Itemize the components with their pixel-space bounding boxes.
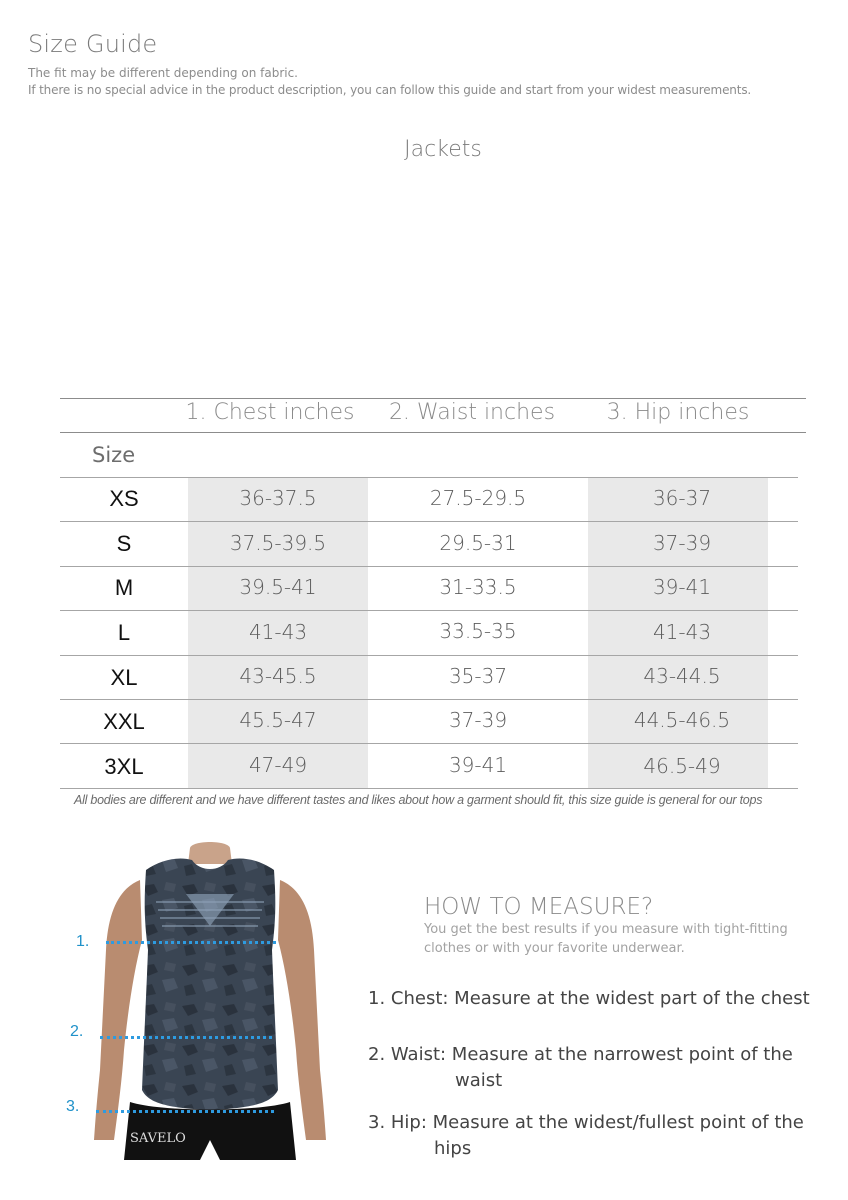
how-to-measure-subtitle-line2: clothes or with your favorite underwear. — [424, 941, 685, 956]
step-waist-cont: waist — [455, 1070, 503, 1091]
size-cell: L — [117, 620, 131, 645]
hip-cell: 37-39 — [652, 531, 712, 555]
size-cell: M — [114, 575, 134, 600]
step-chest-text: 1. Chest: Measure at the widest part of the chest — [368, 988, 810, 1009]
step-hip-cont: hips — [434, 1138, 472, 1159]
chest-cell: 39.5-41 — [239, 575, 317, 599]
fit-note: All bodies are different and we have different tastes and likes about how a garment should fit, this size guide is general for our tops — [74, 793, 763, 807]
step-waist-text: 2. Waist: Measure at the narrowest point of the — [368, 1044, 793, 1065]
chest-cell: 45.5-47 — [239, 708, 317, 732]
col-header-chest: 1. Chest inches — [185, 400, 355, 425]
chest-cell: 47-49 — [248, 753, 308, 777]
waist-cell: 39-41 — [448, 753, 508, 777]
waist-line — [100, 1036, 272, 1039]
chest-line — [106, 941, 276, 944]
row-rule — [60, 521, 798, 522]
waist-cell: 29.5-31 — [439, 531, 517, 555]
col-header-hip: 3. Hip inches — [606, 400, 750, 425]
waist-cell: 35-37 — [448, 664, 508, 688]
hip-cell: 39-41 — [652, 575, 712, 599]
step-waist — [368, 1042, 793, 1094]
waist-cell: 27.5-29.5 — [429, 486, 527, 510]
category-heading: Jackets — [404, 137, 482, 162]
col-header-waist: 2. Waist inches — [388, 400, 556, 425]
row-rule — [60, 743, 798, 744]
step-hip — [368, 1110, 804, 1162]
how-to-measure-subtitle-line1: You get the best results if you measure with tight-fitting — [424, 922, 788, 937]
row-rule — [60, 477, 798, 478]
page-title: Size Guide — [28, 30, 158, 58]
size-cell: 3XL — [104, 754, 144, 779]
step-hip-text: 3. Hip: Measure at the widest/fullest point of the — [368, 1112, 804, 1133]
waist-cell: 31-33.5 — [439, 575, 517, 599]
marker-chest: 1. — [76, 933, 90, 950]
step-chest — [368, 986, 810, 1012]
size-header: Size — [92, 443, 136, 467]
marker-hip: 3. — [66, 1098, 80, 1115]
size-cell: XXL — [103, 709, 145, 734]
size-cell: S — [116, 531, 132, 556]
row-rule — [60, 699, 798, 700]
row-rule — [60, 566, 798, 567]
hip-cell: 46.5-49 — [643, 754, 721, 778]
how-to-measure-title: HOW TO MEASURE? — [424, 894, 654, 920]
hip-line — [96, 1110, 274, 1113]
how-to-measure-subtitle — [424, 920, 834, 958]
chest-cell: 43-45.5 — [239, 664, 317, 688]
subtitle-advice: If there is no special advice in the product description, you can follow this guide and start from your widest measurements. — [28, 83, 752, 97]
chest-cell: 37.5-39.5 — [229, 531, 327, 555]
waist-cell: 33.5-35 — [439, 619, 517, 643]
hip-cell: 44.5-46.5 — [633, 708, 731, 732]
marker-waist: 2. — [70, 1023, 84, 1040]
tank-top-figure — [60, 840, 350, 1170]
model-illustration — [60, 840, 350, 1170]
row-rule — [60, 788, 798, 789]
size-cell: XL — [110, 665, 138, 690]
table-top-rule — [60, 398, 806, 399]
row-rule — [60, 610, 798, 611]
waist-cell: 37-39 — [448, 708, 508, 732]
hip-cell: 41-43 — [652, 620, 712, 644]
subtitle-fabric: The fit may be different depending on fabric. — [28, 66, 298, 80]
chest-cell: 36-37.5 — [239, 486, 317, 510]
chest-cell: 41-43 — [248, 620, 308, 644]
size-cell: XS — [109, 486, 139, 511]
header-rule — [60, 432, 806, 433]
hip-cell: 36-37 — [652, 486, 712, 510]
brand-logo: SAVELO — [130, 1131, 186, 1146]
row-rule — [60, 655, 798, 656]
hip-cell: 43-44.5 — [643, 664, 721, 688]
